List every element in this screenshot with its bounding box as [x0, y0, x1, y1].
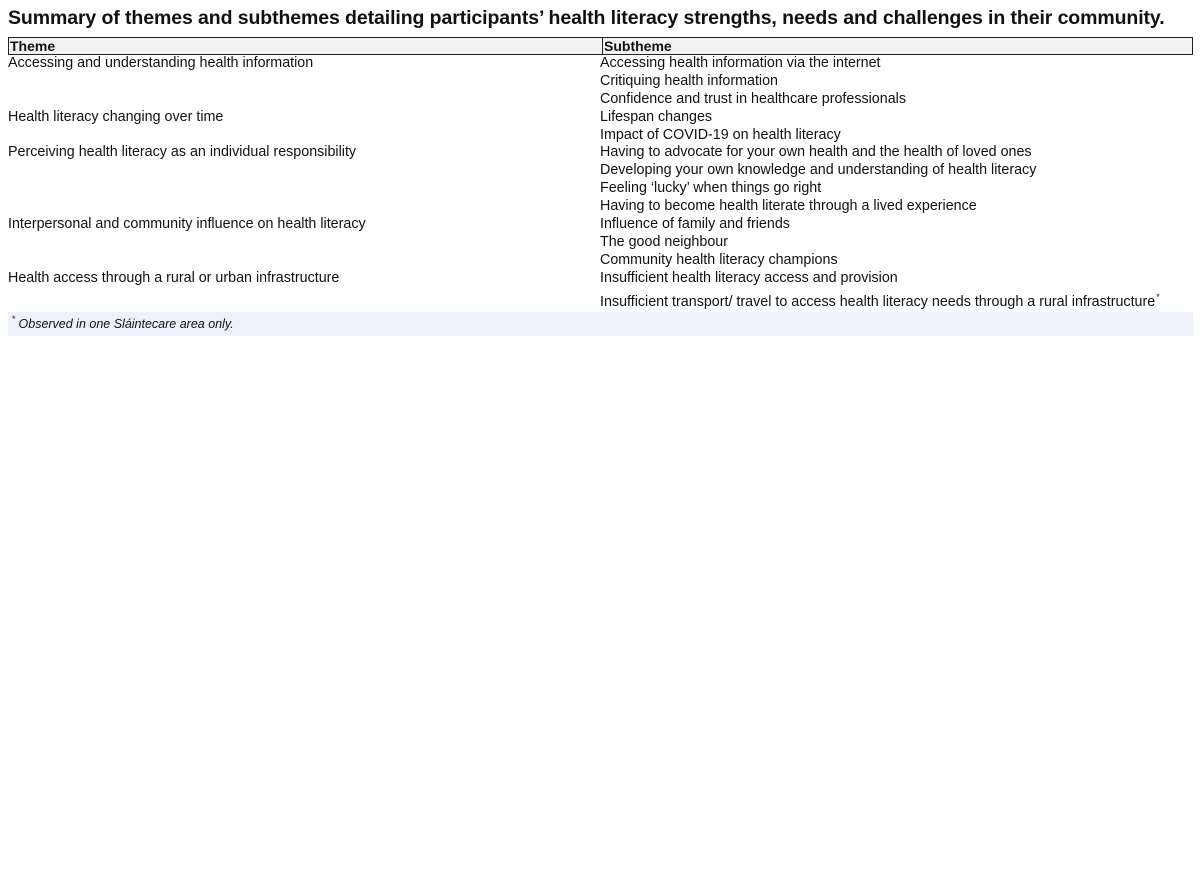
table-row — [8, 216, 1193, 270]
table-row — [8, 270, 1193, 310]
header-subtheme: Subtheme — [602, 38, 1192, 54]
subtheme-cell — [600, 270, 1193, 310]
subtheme-cell — [600, 55, 1193, 109]
theme-cell: Interpersonal and community influence on health literacy — [8, 216, 366, 233]
subtheme-item: Lifespan changes — [600, 108, 713, 125]
table-row — [8, 55, 1193, 109]
theme-cell: Health access through a rural or urban infrastructure — [8, 269, 340, 286]
footnote-reference-mark: * — [1156, 291, 1160, 302]
subtheme-item: Having to become health literate through a lived experience — [600, 198, 977, 215]
table-row — [8, 144, 1193, 216]
subtheme-item: Impact of COVID-19 on health literacy — [600, 126, 841, 143]
table-footnote — [8, 312, 1193, 336]
subtheme-item: Community health literacy champions — [600, 251, 838, 268]
subtheme-item: Having to advocate for your own health and the health of loved ones — [600, 144, 1032, 161]
subtheme-item: Influence of family and friends — [600, 216, 790, 233]
subtheme-cell — [600, 216, 1193, 270]
subtheme-item-with-footnote — [600, 288, 1193, 310]
table-row — [8, 109, 1193, 145]
subtheme-cell — [600, 109, 1193, 145]
theme-cell: Health literacy changing over time — [8, 108, 224, 125]
subtheme-item: Accessing health information via the internet — [600, 55, 881, 71]
subtheme-item: Developing your own knowledge and understanding of health literacy — [600, 162, 1037, 179]
header-theme: Theme — [10, 38, 56, 54]
subtheme-item: Feeling ‘lucky’ when things go right — [600, 180, 822, 197]
theme-cell: Perceiving health literacy as an individual responsibility — [8, 144, 357, 161]
subtheme-item: Critiquing health information — [600, 72, 779, 89]
subtheme-cell — [600, 144, 1193, 216]
table-title: Summary of themes and subthemes detailing participants’ health literacy strengths, needs and challenges in their community. — [8, 7, 1165, 29]
subtheme-item: Insufficient health literacy access and provision — [600, 269, 898, 286]
subtheme-item: Confidence and trust in healthcare professionals — [600, 90, 906, 107]
footnote-mark: * — [12, 314, 16, 325]
subtheme-text: Insufficient transport/ travel to access health literacy needs through a rural infrastructure — [600, 293, 1156, 310]
table-header-row — [8, 37, 1193, 55]
theme-cell: Accessing and understanding health information — [8, 55, 314, 71]
subtheme-item: The good neighbour — [600, 233, 728, 250]
themes-table — [8, 37, 1193, 336]
footnote-text: Observed in one Sláintecare area only. — [18, 316, 234, 331]
